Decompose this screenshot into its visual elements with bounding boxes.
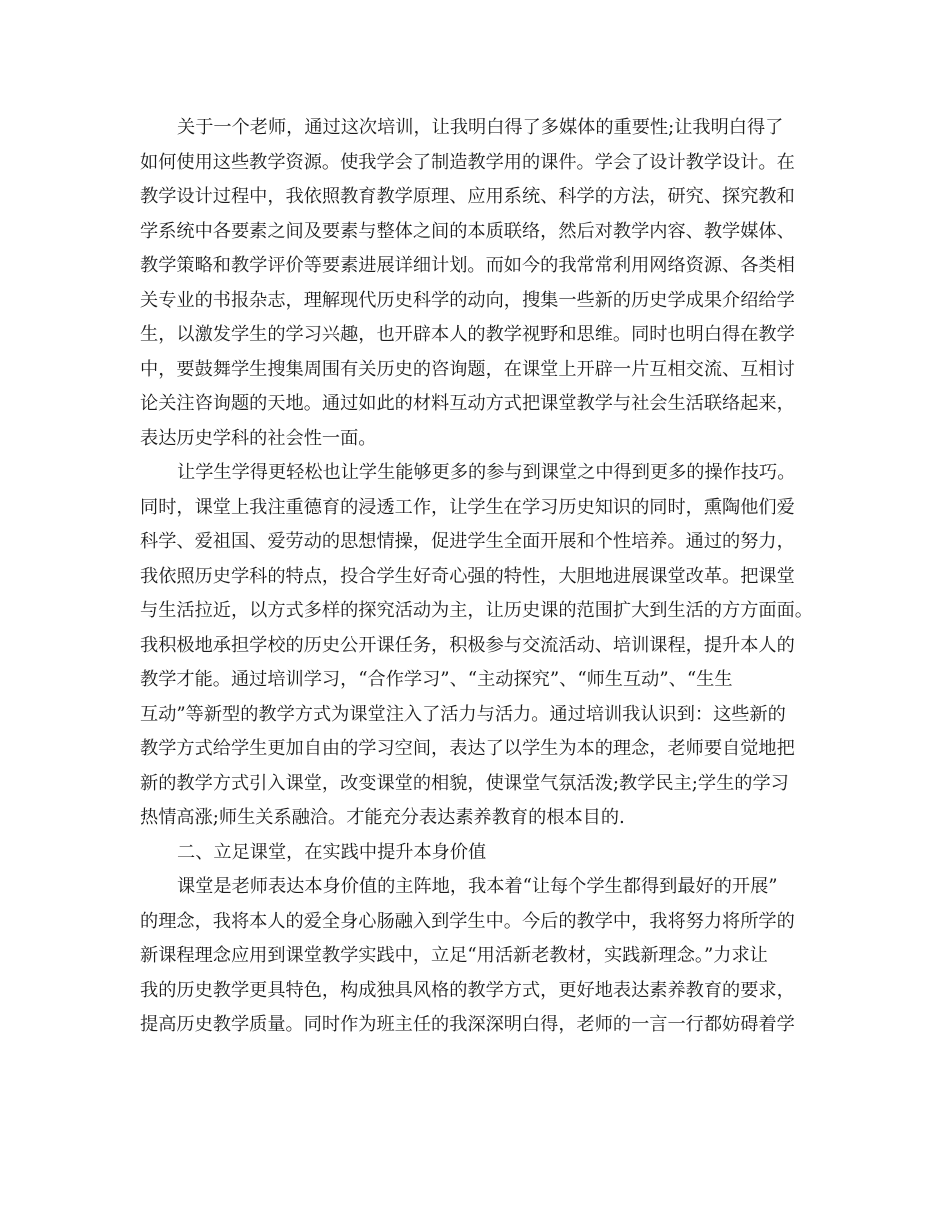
body-text (140, 111, 820, 1043)
text-line: 提高历史教学质量。同时作为班主任的我深深明白得，老师的一言一行都妨碍着学 (140, 1014, 795, 1035)
text-line: 与生活拉近，以方式多样的探究活动为主，让历史课的范围扩大到生活的方方面面。 (140, 600, 813, 621)
text-line: 我积极地承担学校的历史公开课任务，积极参与交流活动、培训课程，提升本人的 (140, 634, 795, 656)
text-line: 教学设计过程中，我依照教育教学原理、应用系统、科学的方法，研究、探究教和 (140, 186, 795, 207)
paragraph-training-media (140, 111, 820, 456)
text-line: 中，要鼓舞学生搜集周围有关历史的咨询题，在课堂上开辟一片互相交流、互相讨 (140, 358, 795, 380)
text-line: 关专业的书报杂志，理解现代历史科学的动向，搜集一些新的历史学成果介绍给学 (140, 289, 795, 311)
text-line: 学系统中各要素之间及要素与整体之间的本质联络，然后对教学内容、教学媒体、 (140, 220, 795, 242)
text-line: 新课程理念应用到课堂教学实践中，立足“用活新老教材，实践新理念。”力求让 (140, 945, 768, 966)
text-line: 热情高涨;师生关系融洽。才能充分表达素养教育的根本目的. (140, 807, 625, 828)
text-line: 科学、爱祖国、爱劳动的思想情操，促进学生全面开展和个性培养。通过的努力， (140, 531, 795, 552)
paragraph-self-value (140, 870, 820, 1043)
text-line: 让学生学得更轻松也让学生能够更多的参与到课堂之中得到更多的操作技巧。 (177, 462, 796, 483)
text-line: 如何使用这些教学资源。使我学会了制造教学用的课件。学会了设计教学设计。在 (140, 151, 795, 173)
text-line: 教学方式给学生更加自由的学习空间，表达了以学生为本的理念，老师要自觉地把 (140, 738, 795, 759)
text-line: 我的历史教学更具特色，构成独具风格的教学方式，更好地表达素养教育的要求， (140, 979, 795, 1001)
text-line: 生，以激发学生的学习兴趣，也开辟本人的教学视野和思维。同时也明白得在教学 (140, 324, 795, 345)
section-heading (140, 836, 820, 871)
text-line: 论关注咨询题的天地。通过如此的材料互动方式把课堂教学与社会生活联络起来， (140, 393, 795, 414)
text-line: 关于一个老师，通过这次培训，让我明白得了多媒体的重要性;让我明白得了 (177, 117, 784, 138)
text-line: 教学策略和教学评价等要素进展详细计划。而如今的我常常利用网络资源、各类相 (140, 255, 795, 276)
text-line: 表达历史学科的社会性一面。 (140, 427, 377, 449)
text-line: 教学才能。通过培训学习，“合作学习”、“主动探究”、“师生互动”、“生生 (140, 669, 733, 690)
text-line: 我依照历史学科的特点，投合学生好奇心强的特性，大胆地进展课堂改革。把课堂 (140, 565, 795, 587)
text-line: 互动”等新型的教学方式为课堂注入了活力与活力。通过培训我认识到：这些新的 (140, 703, 786, 725)
text-line: 新的教学方式引入课堂，改变课堂的相貌，使课堂气氛活泼;教学民主;学生的学习 (140, 772, 789, 794)
heading-line: 二、立足课堂，在实践中提升本身价值 (177, 841, 487, 863)
text-line: 的理念，我将本人的爱全身心肠融入到学生中。今后的教学中，我将努力将所学的 (140, 910, 795, 932)
paragraph-classroom-reform (140, 456, 820, 836)
text-line: 课堂是老师表达本身价值的主阵地，我本着“让每个学生都得到最好的开展” (177, 876, 778, 897)
text-line: 同时，课堂上我注重德育的浸透工作，让学生在学习历史知识的同时，熏陶他们爱 (140, 496, 795, 518)
